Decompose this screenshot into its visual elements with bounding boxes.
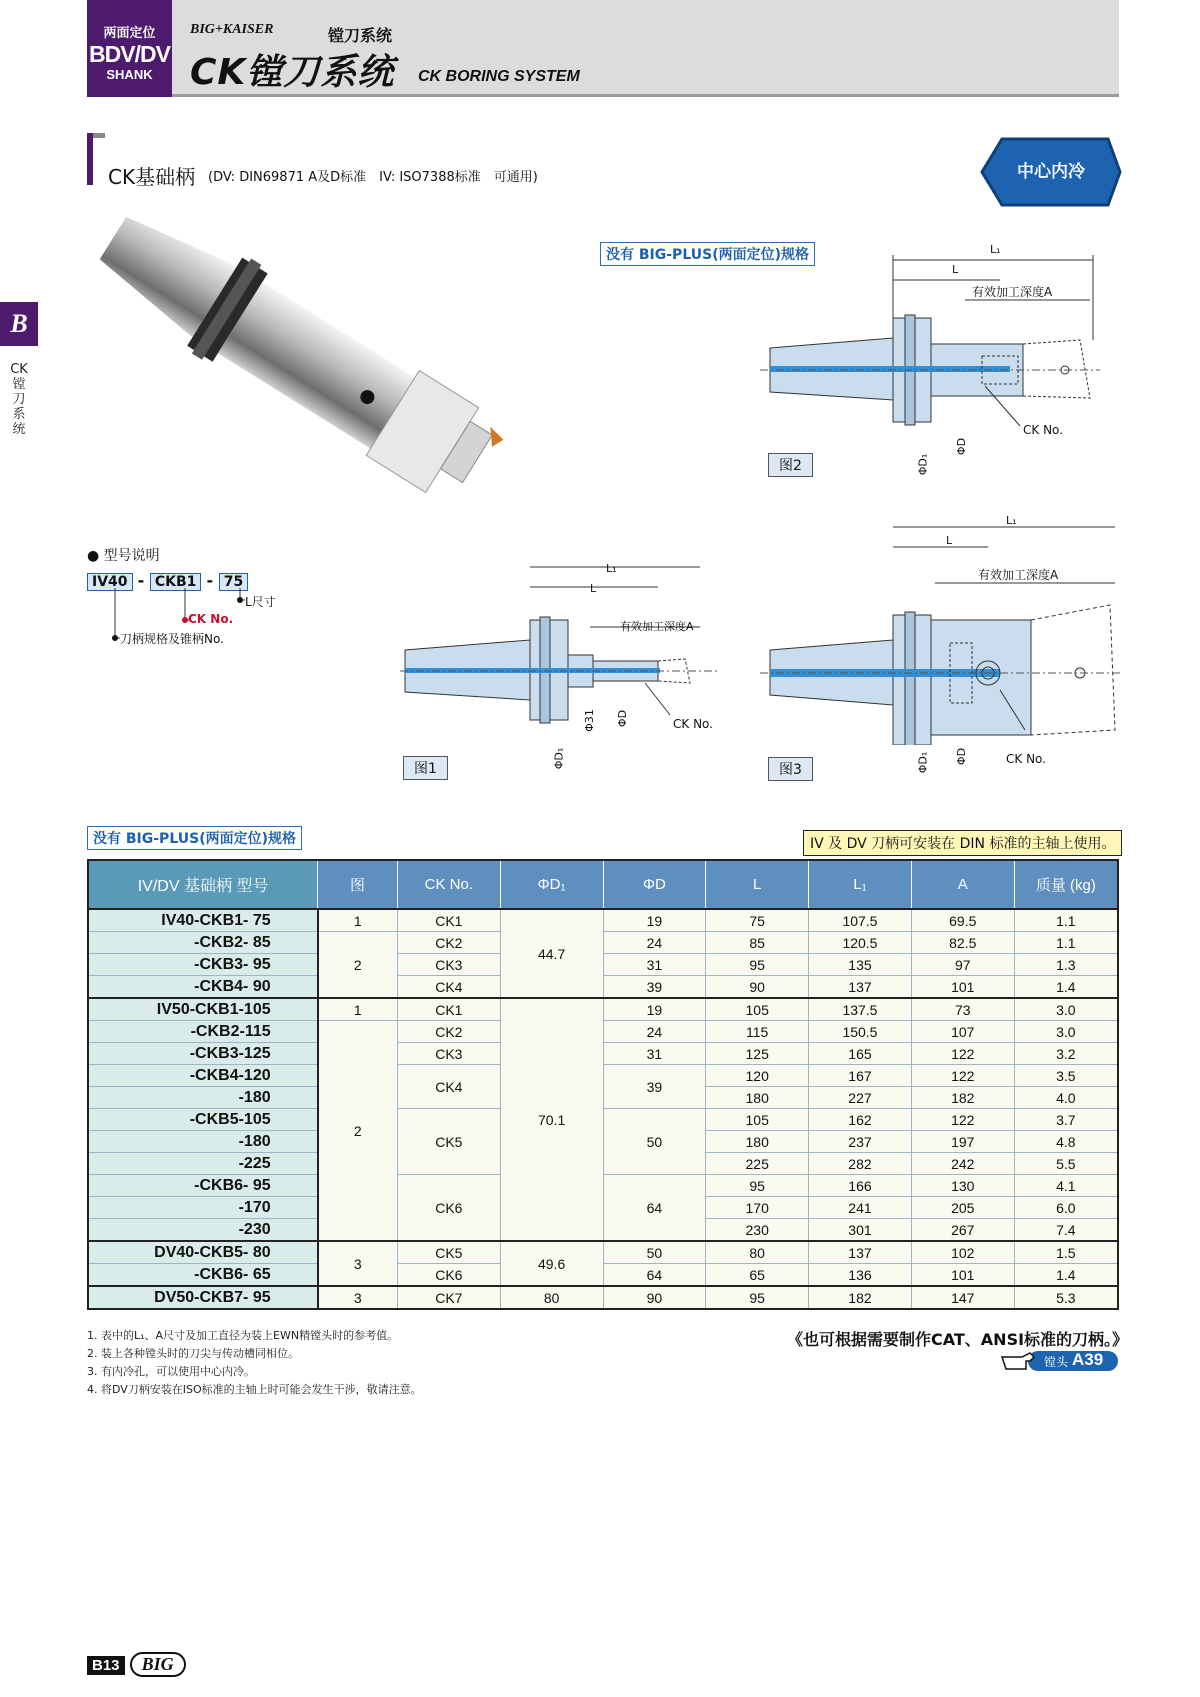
cell-d: 24: [603, 932, 706, 954]
din-note: IV 及 DV 刀柄可安装在 DIN 标准的主轴上使用。: [803, 830, 1122, 856]
fig3-phi-d1: ΦD₁: [916, 751, 930, 774]
cell-fig: 2: [318, 1021, 398, 1242]
col-model: IV/DV 基础柄 型号: [88, 860, 318, 909]
cell-model: IV40-CKB1- 75: [88, 909, 318, 932]
cell-fig: 2: [318, 932, 398, 999]
cell-ck: CK2: [397, 932, 500, 954]
table-row: [88, 1065, 1118, 1087]
fig2-phi-d: ΦD: [955, 437, 969, 456]
xref-label: 镗头: [1044, 1355, 1069, 1369]
cell-model: -CKB4- 90: [88, 976, 318, 999]
model-legend-heading-text: 型号说明: [103, 548, 160, 564]
spec-label-top: 没有 BIG-PLUS(两面定位)规格: [600, 242, 815, 266]
also-available-note: 《也可根据需要制作CAT、ANSI标准的刀柄。》: [787, 1330, 1129, 1349]
model-legend-lsize: L尺寸: [245, 595, 276, 609]
fig2-ck-no: CK No.: [1023, 423, 1063, 437]
fig2-phi-d1: ΦD₁: [916, 453, 930, 476]
cell-model: -170: [88, 1197, 318, 1219]
cell-ck: CK5: [397, 1241, 500, 1264]
cell-d: 19: [603, 998, 706, 1021]
cell-mass: 3.2: [1014, 1043, 1118, 1065]
cell-ck: CK6: [397, 1175, 500, 1242]
cell-mass: 3.5: [1014, 1065, 1118, 1087]
section-marker-accent: [93, 133, 105, 138]
fig3-dim-l1: L₁: [1006, 514, 1017, 527]
cell-l: 90: [706, 976, 809, 999]
cell-l1: 167: [809, 1065, 912, 1087]
product-photo: [88, 200, 528, 520]
cell-d: 39: [603, 1065, 706, 1109]
fig3-label: 图3: [768, 757, 813, 781]
cell-a: 147: [911, 1286, 1014, 1309]
cell-l1: 137.5: [809, 998, 912, 1021]
col-d1: ΦD₁: [500, 860, 603, 909]
cell-fig: 1: [318, 909, 398, 932]
cell-l: 170: [706, 1197, 809, 1219]
cell-d: 19: [603, 909, 706, 932]
cell-a: 69.5: [911, 909, 1014, 932]
page-title-en: CK BORING SYSTEM: [418, 68, 580, 85]
fig1-label: 图1: [403, 756, 448, 780]
cell-l1: 165: [809, 1043, 912, 1065]
cell-a: 122: [911, 1043, 1014, 1065]
col-a: A: [911, 860, 1014, 909]
cell-a: 73: [911, 998, 1014, 1021]
col-d: ΦD: [603, 860, 706, 909]
cell-mass: 1.1: [1014, 932, 1118, 954]
cell-fig: 3: [318, 1241, 398, 1286]
fig1-phi-31: Φ31: [582, 709, 596, 732]
cell-l: 225: [706, 1153, 809, 1175]
cell-ck: CK6: [397, 1264, 500, 1287]
cell-ck: CK1: [397, 998, 500, 1021]
cell-l1: 137: [809, 976, 912, 999]
model-part-shank: IV40: [87, 573, 133, 591]
cell-l: 105: [706, 1109, 809, 1131]
spec-table: [87, 859, 1119, 1310]
model-part-l: 75: [219, 573, 248, 591]
table-row: [88, 1021, 1118, 1043]
cell-model: DV40-CKB5- 80: [88, 1241, 318, 1264]
cell-d: 24: [603, 1021, 706, 1043]
page-title: CK镗刀系统: [190, 52, 395, 93]
cell-a: 82.5: [911, 932, 1014, 954]
cell-model: -CKB5-105: [88, 1109, 318, 1131]
cell-l1: 241: [809, 1197, 912, 1219]
cell-l1: 162: [809, 1109, 912, 1131]
footnote: 3. 有内冷孔，可以使用中心内冷。: [87, 1365, 255, 1378]
cell-model: -CKB6- 65: [88, 1264, 318, 1287]
cell-d: 31: [603, 954, 706, 976]
cell-a: 267: [911, 1219, 1014, 1242]
cell-mass: 1.4: [1014, 1264, 1118, 1287]
cell-model: -CKB2- 85: [88, 932, 318, 954]
fig3-depth: 有效加工深度A: [978, 568, 1059, 582]
cell-a: 101: [911, 1264, 1014, 1287]
cell-fig: 3: [318, 1286, 398, 1309]
cell-mass: 4.1: [1014, 1175, 1118, 1197]
section-title: CK基础柄: [108, 165, 196, 189]
cell-model: -180: [88, 1131, 318, 1153]
cell-a: 102: [911, 1241, 1014, 1264]
model-legend-shank: 刀柄规格及锥柄No.: [120, 632, 224, 646]
col-l: L: [706, 860, 809, 909]
cell-l: 95: [706, 1286, 809, 1309]
section-marker: [87, 133, 93, 185]
cell-l: 85: [706, 932, 809, 954]
cell-d: 64: [603, 1175, 706, 1242]
fig2-label: 图2: [768, 453, 813, 477]
cell-ck: CK2: [397, 1021, 500, 1043]
cell-d: 64: [603, 1264, 706, 1287]
table-row: [88, 1043, 1118, 1065]
table-row: [88, 1286, 1118, 1309]
fig3-phi-d: ΦD: [955, 747, 969, 766]
table-row: [88, 1175, 1118, 1197]
cell-mass: 4.0: [1014, 1087, 1118, 1109]
table-row: [88, 1241, 1118, 1264]
footer-logo: BIG: [130, 1652, 186, 1677]
cell-l: 120: [706, 1065, 809, 1087]
side-tab-letter: B: [0, 302, 38, 346]
cell-ck: CK4: [397, 976, 500, 999]
fig3-dim-l: L: [946, 534, 953, 547]
cell-l: 65: [706, 1264, 809, 1287]
cell-l: 105: [706, 998, 809, 1021]
cell-mass: 3.7: [1014, 1109, 1118, 1131]
col-mass: 质量 (kg): [1014, 860, 1118, 909]
side-tab-text: CK镗刀系统: [10, 362, 28, 437]
figure1-drawing: [400, 555, 720, 745]
model-legend-heading: ● 型号说明: [87, 548, 160, 564]
cell-model: -CKB3-125: [88, 1043, 318, 1065]
table-caption: 没有 BIG-PLUS(两面定位)规格: [87, 826, 302, 850]
fig2-dim-l1: L₁: [990, 243, 1001, 256]
cell-model: IV50-CKB1-105: [88, 998, 318, 1021]
cell-ck: CK3: [397, 954, 500, 976]
cell-mass: 3.0: [1014, 1021, 1118, 1043]
badge-line3: SHANK: [106, 67, 153, 82]
cell-l1: 182: [809, 1286, 912, 1309]
cell-mass: 1.4: [1014, 976, 1118, 999]
cell-l: 95: [706, 954, 809, 976]
cell-a: 197: [911, 1131, 1014, 1153]
cross-reference-link[interactable]: [1000, 1349, 1120, 1373]
cell-ck: CK3: [397, 1043, 500, 1065]
cell-a: 242: [911, 1153, 1014, 1175]
cell-a: 101: [911, 976, 1014, 999]
cell-a: 205: [911, 1197, 1014, 1219]
cell-fig: 1: [318, 998, 398, 1021]
cell-model: -CKB3- 95: [88, 954, 318, 976]
cell-model: -225: [88, 1153, 318, 1175]
cell-d1: 44.7: [500, 909, 603, 998]
fig1-phi-d: ΦD: [616, 709, 630, 728]
cell-mass: 3.0: [1014, 998, 1118, 1021]
fig1-dim-l1: L₁: [606, 562, 617, 575]
cell-l1: 301: [809, 1219, 912, 1242]
table-header-row: [88, 860, 1118, 909]
cell-a: 130: [911, 1175, 1014, 1197]
cell-a: 107: [911, 1021, 1014, 1043]
footnote: 2. 装上各种镗头时的刀尖与传动槽同相位。: [87, 1347, 299, 1360]
fig1-dim-l: L: [590, 582, 597, 595]
footnote: 1. 表中的L₁、A尺寸及加工直径为装上EWN精镗头时的参考值。: [87, 1329, 399, 1342]
cell-model: -CKB4-120: [88, 1065, 318, 1087]
cell-mass: 7.4: [1014, 1219, 1118, 1242]
badge-line2: BDV/DV: [89, 41, 170, 67]
cell-a: 122: [911, 1109, 1014, 1131]
cell-l: 80: [706, 1241, 809, 1264]
col-l1: L₁: [809, 860, 912, 909]
xref-page: A39: [1072, 1350, 1104, 1369]
model-legend-ckno: CK No.: [188, 612, 234, 626]
cell-mass: 5.5: [1014, 1153, 1118, 1175]
cell-l1: 282: [809, 1153, 912, 1175]
cell-l1: 120.5: [809, 932, 912, 954]
cell-l1: 166: [809, 1175, 912, 1197]
cell-d: 39: [603, 976, 706, 999]
page-footer: [87, 1652, 186, 1677]
cell-model: -230: [88, 1219, 318, 1242]
cell-l: 230: [706, 1219, 809, 1242]
cell-a: 97: [911, 954, 1014, 976]
cell-l1: 135: [809, 954, 912, 976]
cell-d: 31: [603, 1043, 706, 1065]
fig3-ck-no: CK No.: [1006, 752, 1046, 766]
cell-ck: CK1: [397, 909, 500, 932]
cell-model: -CKB6- 95: [88, 1175, 318, 1197]
cell-d1: 49.6: [500, 1241, 603, 1286]
page-number: B13: [87, 1656, 125, 1675]
cell-d: 50: [603, 1241, 706, 1264]
cell-l: 95: [706, 1175, 809, 1197]
cell-d1: 70.1: [500, 998, 603, 1241]
cell-l1: 237: [809, 1131, 912, 1153]
cell-d1: 80: [500, 1286, 603, 1309]
table-row: [88, 998, 1118, 1021]
cell-model: -180: [88, 1087, 318, 1109]
table-row: [88, 909, 1118, 932]
coolant-badge: 中心内冷: [1017, 162, 1085, 182]
cell-model: -CKB2-115: [88, 1021, 318, 1043]
cell-l: 115: [706, 1021, 809, 1043]
col-ck-no: CK No.: [397, 860, 500, 909]
cell-ck: CK4: [397, 1065, 500, 1109]
cell-mass: 1.3: [1014, 954, 1118, 976]
table-row: [88, 976, 1118, 999]
cell-l: 125: [706, 1043, 809, 1065]
cell-d: 90: [603, 1286, 706, 1309]
section-subtitle: (DV: DIN69871 A及D标准 IV: ISO7388标准 可通用): [208, 170, 538, 185]
fig2-dim-l: L: [952, 263, 959, 276]
cell-mass: 1.1: [1014, 909, 1118, 932]
cell-d: 50: [603, 1109, 706, 1175]
cell-ck: CK7: [397, 1286, 500, 1309]
cell-l1: 227: [809, 1087, 912, 1109]
cell-l: 180: [706, 1087, 809, 1109]
brand-subtitle: 镗刀系统: [328, 26, 393, 45]
table-row: [88, 954, 1118, 976]
shank-badge: [87, 0, 172, 97]
cell-a: 182: [911, 1087, 1014, 1109]
table-row: [88, 1109, 1118, 1131]
cell-a: 122: [911, 1065, 1014, 1087]
cell-mass: 1.5: [1014, 1241, 1118, 1264]
badge-line1: 两面定位: [103, 26, 156, 41]
cell-mass: 4.8: [1014, 1131, 1118, 1153]
footnotes: [87, 1327, 422, 1399]
cell-model: DV50-CKB7- 95: [88, 1286, 318, 1309]
cell-l: 180: [706, 1131, 809, 1153]
fig1-phi-d1: ΦD₁: [552, 747, 566, 770]
model-part-ck: CKB1: [150, 573, 202, 591]
fig1-depth: 有效加工深度A: [620, 620, 694, 633]
fig2-depth: 有效加工深度A: [972, 285, 1053, 299]
cell-l: 75: [706, 909, 809, 932]
col-fig: 图: [318, 860, 398, 909]
cell-l1: 136: [809, 1264, 912, 1287]
cell-l1: 150.5: [809, 1021, 912, 1043]
cell-l1: 107.5: [809, 909, 912, 932]
model-code: IV40 - CKB1 - 75: [87, 571, 248, 591]
table-row: [88, 932, 1118, 954]
cell-ck: CK5: [397, 1109, 500, 1175]
footnote: 4. 将DV刀柄安装在ISO标准的主轴上时可能会发生干涉，敬请注意。: [87, 1383, 422, 1396]
cell-mass: 5.3: [1014, 1286, 1118, 1309]
brand-logo: BIG+KAISER: [190, 22, 274, 37]
table-row: [88, 1264, 1118, 1287]
cell-mass: 6.0: [1014, 1197, 1118, 1219]
fig1-ck-no: CK No.: [673, 717, 713, 731]
cell-l1: 137: [809, 1241, 912, 1264]
figure3-drawing: [760, 515, 1120, 745]
